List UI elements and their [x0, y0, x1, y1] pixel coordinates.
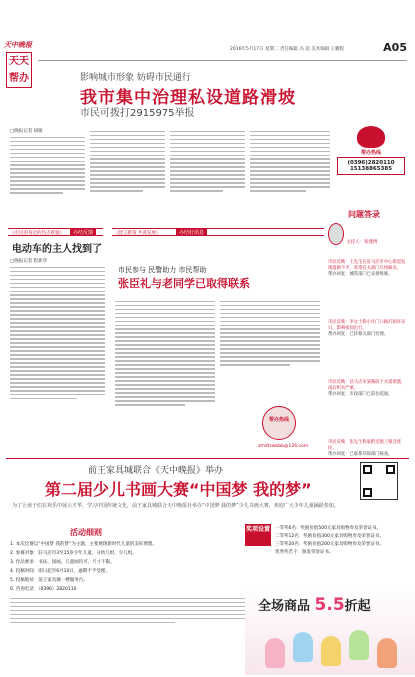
prize-item: 二等奖12名：奖励价值300元家具购物券及荣誉证书。	[275, 534, 384, 539]
hotline-stamp: 帮办热线	[262, 406, 296, 440]
qa-item	[328, 380, 408, 398]
promo-divider	[6, 458, 409, 459]
qa-item	[328, 440, 408, 458]
prize-item: 三等奖20名：奖励价值200元家具购物券及荣誉证书。	[275, 542, 384, 547]
prize-item: 一等奖6名：奖励价值500元家具购物券及荣誉证书。	[275, 526, 381, 531]
qa-answer: 帮办回复：市政部门已前往疏通。	[328, 392, 393, 397]
qr-code-icon	[360, 462, 398, 500]
rule-item: 4. 投稿时间：即日起至6月10日，逾期不予受理。	[10, 569, 110, 574]
hotline-number: 15138865385	[349, 166, 393, 172]
left-story-headline: 电动车的主人找到了	[12, 244, 102, 255]
dateline: 2016年5月17日 星期二 责任编辑 冯 超 美术编辑 王鹏程	[230, 47, 345, 52]
rule-item: 5. 投稿地址：前王家具城一楼服务台。	[10, 578, 88, 583]
left-story-body	[10, 258, 105, 402]
mid-section-tag: 办结好消息	[176, 228, 207, 236]
mid-story-body-col-1	[115, 298, 215, 408]
mid-story-headline: 张臣礼与老同学已取得联系	[118, 277, 250, 290]
qa-question: 市民反映：张先生称家附近施工噪音扰民。	[328, 440, 402, 451]
sale-discount: 5.5	[314, 595, 345, 615]
lead-body-col-4	[250, 128, 330, 194]
hotline-numbers	[337, 157, 405, 175]
lead-body-col-3	[170, 128, 245, 194]
hotline-label: 帮办热线	[360, 150, 381, 156]
rule-item: 6. 咨询电话：（0396）2820110	[10, 587, 77, 592]
lead-body-col-1	[10, 128, 85, 196]
left-section-tag: 办结反馈	[70, 228, 96, 236]
prize-tag: 奖项设置	[245, 524, 271, 546]
contact-email: zmdtzwbbb@126.com	[258, 444, 309, 449]
hotline-number: (0396)2820110	[347, 160, 395, 166]
qa-question: 市民反映：王先生在驻马店市中心街道发现道路不平，希望有关部门尽快解决。	[328, 260, 406, 271]
qa-question: 市民反映：李女士称小区门口路灯损坏多日，影响夜间出行。	[328, 320, 406, 331]
host-avatar	[328, 223, 344, 245]
prize-list	[275, 525, 410, 557]
left-section-bar: 《市民的身边的热点难题》	[8, 228, 103, 236]
prize-item: 优秀奖若干：颁发荣誉证书。	[275, 550, 334, 555]
rules-title: 活动细则	[70, 528, 102, 537]
lead-headline: 我市集中治理私设道路滑坡	[80, 88, 296, 108]
mid-story-kicker: 市民参与 民警助力 市民帮助	[118, 266, 207, 274]
promo-kicker: 前王家具城联合《天中晚报》举办	[88, 466, 224, 476]
rule-item: 1. 本次比赛以“中国梦 我的梦”为主题，主要展现新时代儿童的美好理想。	[10, 542, 157, 547]
telephone-icon	[357, 126, 385, 148]
lead-kicker: 影响城市形象 妨碍市民通行	[80, 73, 191, 83]
qa-answer: 帮办回复：城管部门已安排维修。	[328, 272, 393, 277]
sale-text	[258, 595, 371, 615]
qa-question: 市民反映：驻马店市某路段下水道堵塞，雨后积水严重。	[328, 380, 406, 391]
hotline-box	[337, 126, 405, 184]
qa-answer: 帮办回复：已转相关部门处理。	[328, 332, 389, 337]
left-story-byline: □晚报记者 程新华	[10, 259, 48, 264]
column-badge: 天天帮办	[6, 52, 32, 88]
rule-item: 3. 作品要求：书法、国画、儿童画均可，尺寸不限。	[10, 560, 115, 565]
rule-item: 2. 参赛对象：驻马店市3至15岁少年儿童，分幼儿组、少儿组。	[10, 551, 137, 556]
lead-byline: □晚报记者 胡敏	[10, 129, 43, 134]
children-illustration	[255, 618, 405, 673]
qa-answer: 帮办回复：已联系环保部门核查。	[328, 452, 393, 457]
qa-title: 问题答录	[348, 210, 380, 219]
sale-suffix: 折起	[344, 599, 371, 614]
promo-intro: 为了让孩子们在欢乐中展示才华，学习中国传统文化，前王家具城联合天中晚报社举办“中国梦 我的梦”少儿书画大赛，欢迎广大少年儿童踊跃参加。	[12, 503, 339, 509]
mid-section-bar: 《建言献策 共谋发展》	[112, 228, 324, 236]
header-divider	[38, 60, 407, 61]
lead-body-col-2	[90, 128, 165, 194]
promo-title: 第二届少儿书画大赛“中国梦 我的梦”	[45, 480, 312, 499]
rules-list	[10, 540, 245, 626]
lead-subhead: 市民可拨打2915975举报	[80, 108, 195, 119]
brand-logo: 天中晚报	[4, 40, 32, 49]
masthead	[4, 40, 48, 50]
qa-host: 主持人：张燕博	[346, 240, 378, 245]
qa-item	[328, 320, 408, 338]
qa-item	[328, 260, 408, 278]
page-code: A05	[383, 41, 407, 54]
sale-label: 全场商品	[258, 599, 311, 614]
mid-story-body-col-2	[220, 298, 320, 368]
